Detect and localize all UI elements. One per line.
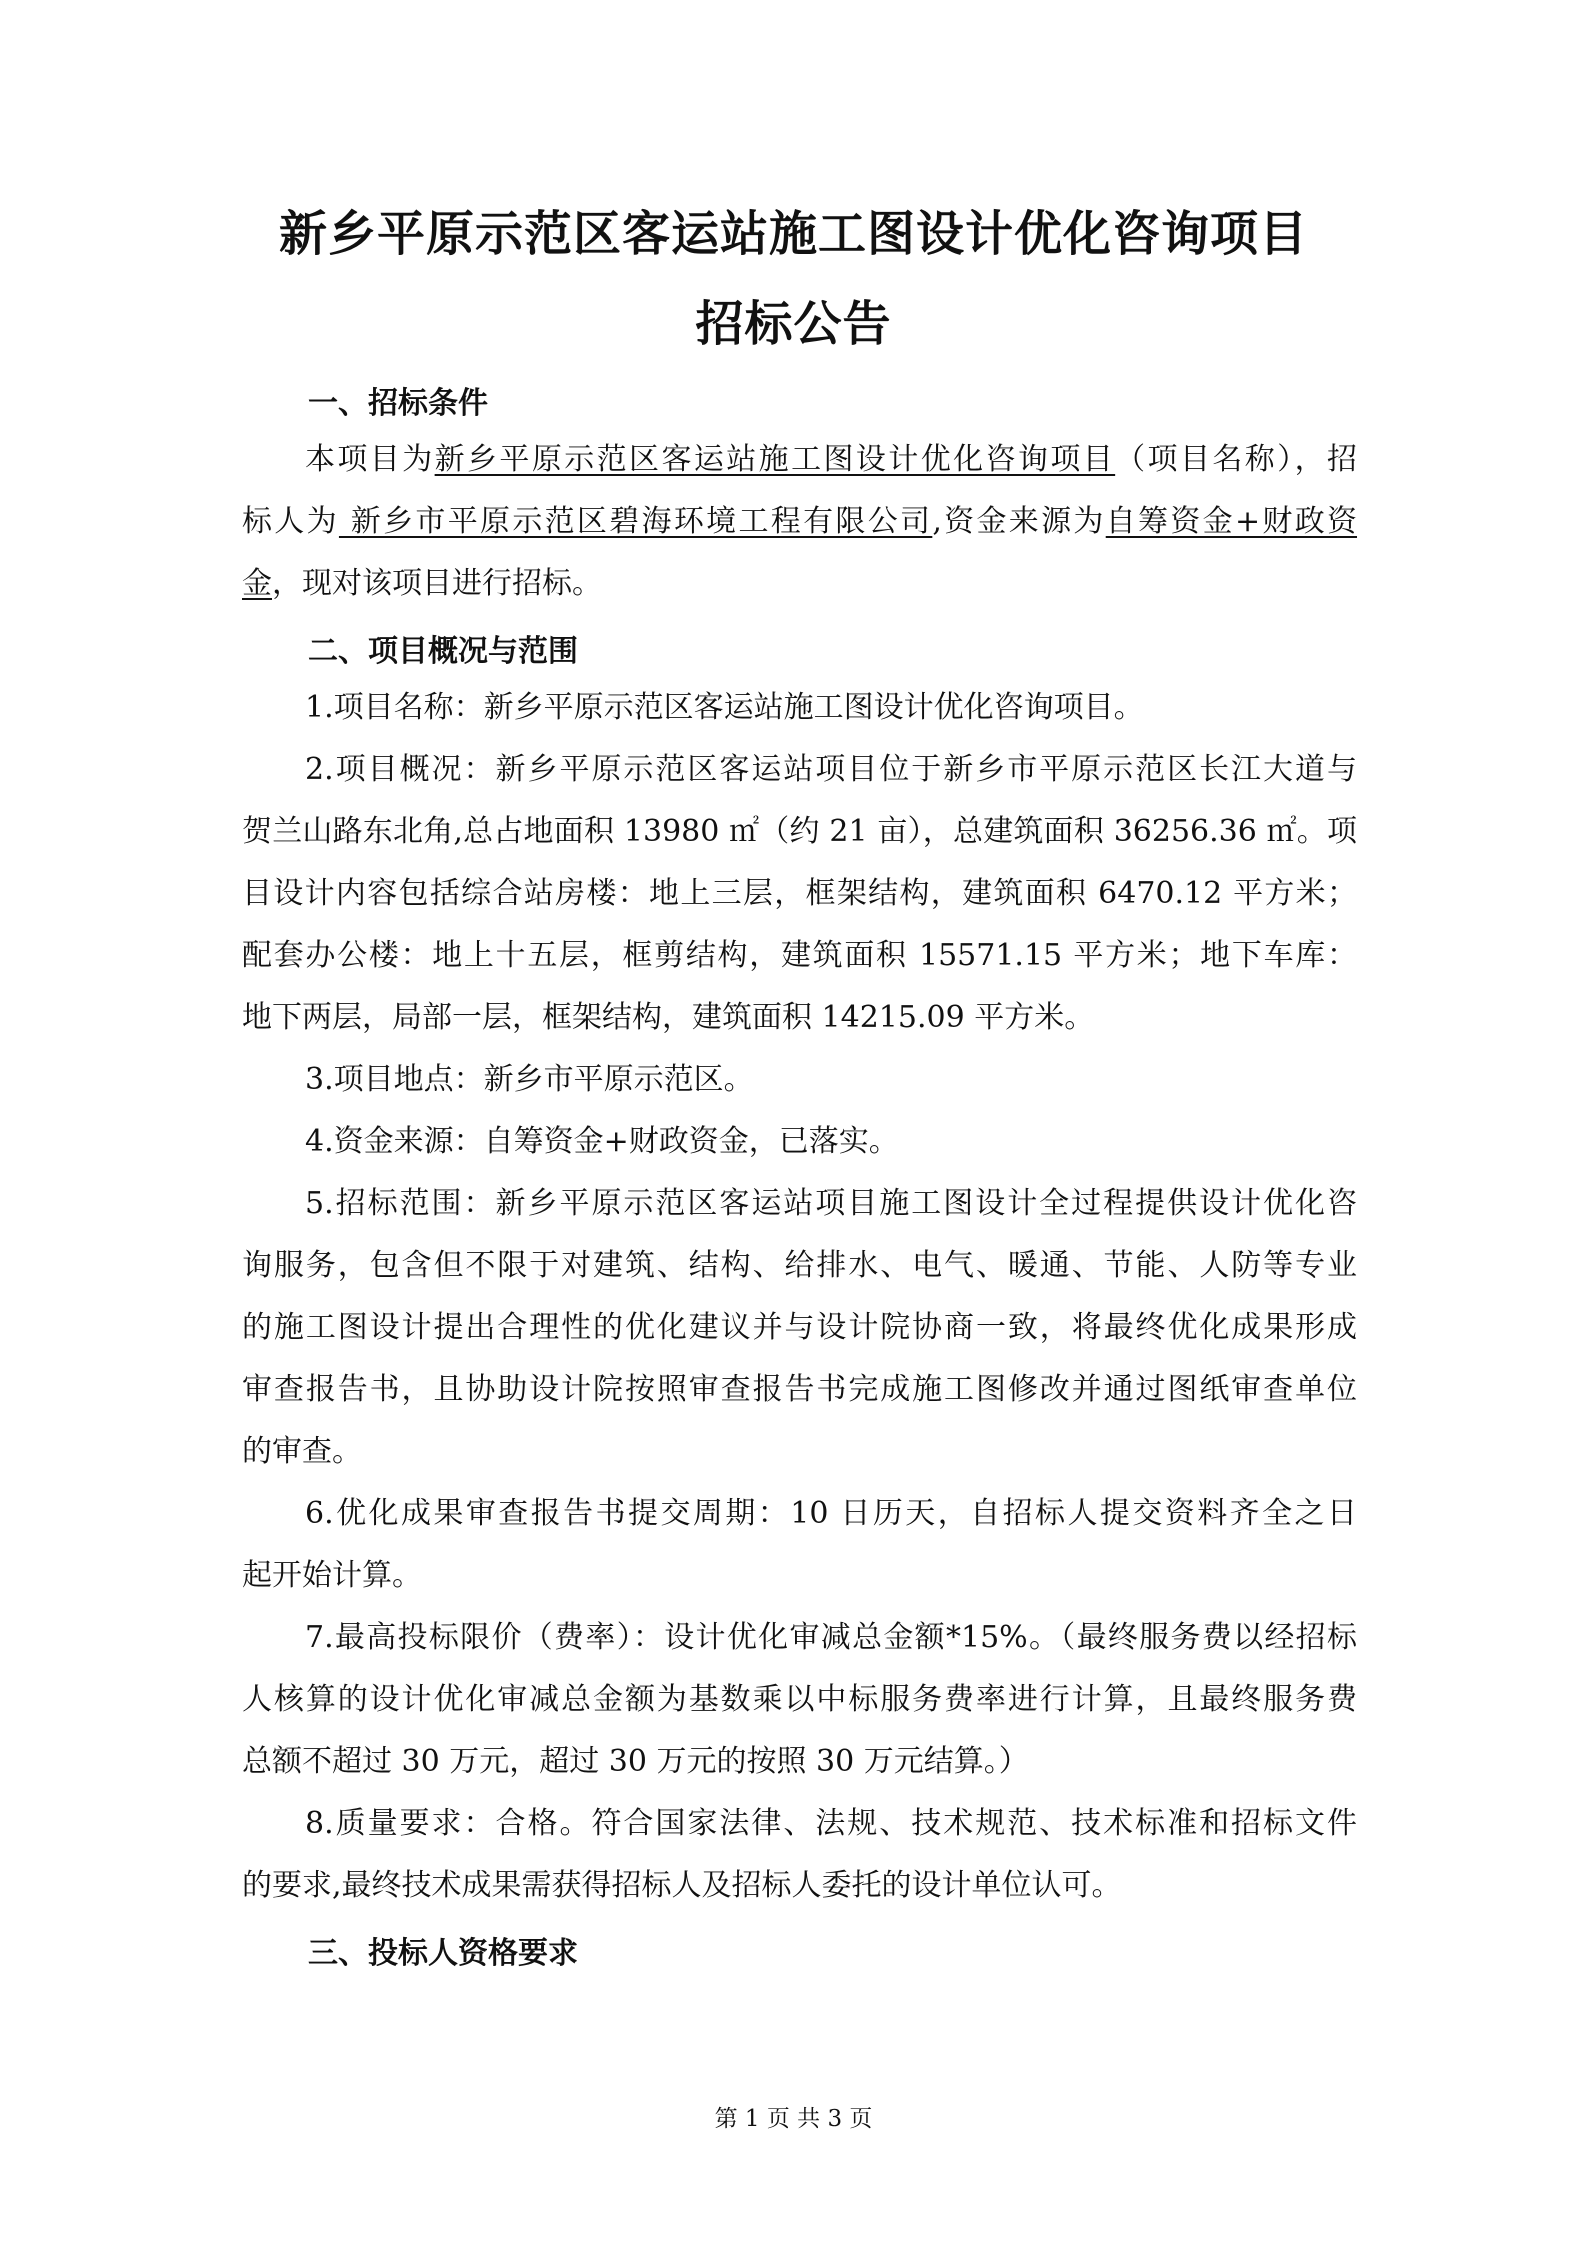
item7-line: 人核算的设计优化审减总金额为基数乘以中标服务费率进行计算，且最终服务费: [242, 1682, 1357, 1717]
text-span: ，现对该项目进行招标。: [272, 566, 602, 601]
document-title-line1: 新乡平原示范区客运站施工图设计优化咨询项目: [278, 206, 1308, 262]
item2-line: 配套办公楼：地上十五层，框剪结构，建筑面积 15571.15 平方米；地下车库：: [242, 938, 1357, 973]
section1-paragraph-line: [242, 564, 1357, 604]
section3-heading: 三、投标人资格要求: [308, 1936, 578, 1971]
item5-line: 审查报告书，且协助设计院按照审查报告书完成施工图修改并通过图纸审查单位: [242, 1372, 1357, 1407]
item7-line: 总额不超过 30 万元，超过 30 万元的按照 30 万元结算。）: [242, 1744, 1029, 1779]
tenderer-name-underlined: 新乡市平原示范区碧海环境工程有限公司: [338, 504, 933, 539]
text-span: 标人为: [242, 504, 339, 539]
item8-line: 的要求,最终技术成果需获得招标人及招标人委托的设计单位认可。: [242, 1868, 1122, 1903]
section1-paragraph-line: [242, 502, 1357, 542]
document-title-line2: 招标公告: [695, 296, 892, 352]
fund-source-underlined: 自筹资金+财政资: [1105, 504, 1358, 539]
section1-heading: 一、招标条件: [308, 386, 488, 421]
item2-line: 2.项目概况：新乡平原示范区客运站项目位于新乡市平原示范区长江大道与: [305, 752, 1357, 787]
project-name-underlined: 新乡平原示范区客运站施工图设计优化咨询项目: [434, 442, 1116, 477]
item5-line: 询服务，包含但不限于对建筑、结构、给排水、电气、暖通、节能、人防等专业: [242, 1248, 1357, 1283]
item6-line: 6.优化成果审查报告书提交周期：10 日历天，自招标人提交资料齐全之日: [305, 1496, 1357, 1531]
item5-line: 5.招标范围：新乡平原示范区客运站项目施工图设计全过程提供设计优化咨: [305, 1186, 1357, 1221]
text-span: ,资金来源为: [932, 504, 1106, 539]
page-number-footer: 第 1 页 共 3 页: [714, 2106, 873, 2132]
text-span: 本项目为: [305, 442, 435, 477]
item2-line: 贺兰山路东北角,总占地面积 13980 ㎡（约 21 亩），总建筑面积 36256.36 ㎡。项: [242, 814, 1357, 849]
section2-heading: 二、项目概况与范围: [308, 634, 578, 669]
item8-line: 8.质量要求：合格。符合国家法律、法规、技术规范、技术标准和招标文件: [305, 1806, 1357, 1841]
item2-line: 目设计内容包括综合站房楼：地上三层，框架结构，建筑面积 6470.12 平方米；: [242, 876, 1357, 911]
item1-line: 1.项目名称：新乡平原示范区客运站施工图设计优化咨询项目。: [305, 690, 1144, 725]
item7-line: 7.最高投标限价（费率）：设计优化审减总金额*15%。（最终服务费以经招标: [305, 1620, 1357, 1655]
item2-line: 地下两层，局部一层，框架结构，建筑面积 14215.09 平方米。: [242, 1000, 1095, 1035]
section1-paragraph-line: [305, 440, 1357, 480]
item3-line: 3.项目地点：新乡市平原示范区。: [305, 1062, 754, 1097]
fund-source-underlined: 金: [242, 566, 272, 601]
text-span: （项目名称），招: [1115, 442, 1357, 477]
item5-line: 的审查。: [242, 1434, 362, 1469]
item4-line: 4.资金来源：自筹资金+财政资金，已落实。: [305, 1124, 899, 1159]
item6-line: 起开始计算。: [242, 1558, 422, 1593]
item5-line: 的施工图设计提出合理性的优化建议并与设计院协商一致，将最终优化成果形成: [242, 1310, 1357, 1345]
